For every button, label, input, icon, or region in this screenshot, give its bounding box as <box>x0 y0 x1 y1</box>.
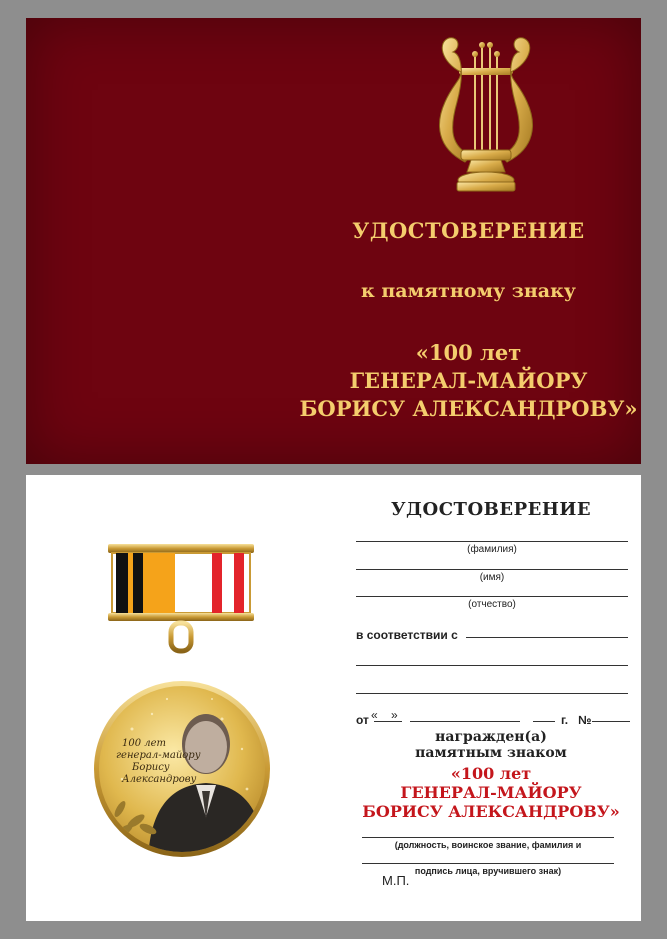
name-caption: (имя) <box>479 572 505 583</box>
award-name-line-2: ГЕНЕРАЛ-МАЙОРУ <box>400 783 582 802</box>
awarded-sign-text: памятным знаком <box>415 745 567 761</box>
signature-line-2[interactable] <box>362 863 614 864</box>
medal-image <box>92 539 278 861</box>
surname-line[interactable] <box>356 541 628 542</box>
cover-award-name <box>296 339 641 423</box>
award-name <box>346 764 636 821</box>
medal-inscription-1: 100 лет <box>122 738 167 749</box>
medal-inscription-3: Борису <box>132 762 170 773</box>
cover-award-line-3: БОРИСУ АЛЕКСАНДРОВУ» <box>299 396 638 421</box>
signature-line-1[interactable] <box>362 837 614 838</box>
patronymic-line[interactable] <box>356 596 628 597</box>
medal-inscription-4: Александрову <box>122 774 197 785</box>
date-year-line[interactable] <box>533 721 555 722</box>
cover-award-line-1: «100 лет <box>415 340 522 365</box>
awarded-text: награжден(а) <box>435 729 547 745</box>
date-day-line[interactable] <box>374 721 402 722</box>
award-name-line-3: БОРИСУ АЛЕКСАНДРОВУ» <box>362 802 620 821</box>
date-month-line[interactable] <box>410 721 520 722</box>
signature-caption-2: подпись лица, вручившего знак) <box>414 866 562 876</box>
number-label: № <box>578 713 592 727</box>
signature-caption-1: (должность, воинское звание, фамилия и <box>394 840 582 850</box>
inner-title: УДОСТОВЕРЕНИЕ <box>390 499 592 520</box>
stamp-place: М.П. <box>382 873 410 888</box>
surname-caption: (фамилия) <box>467 544 517 555</box>
cover-title: УДОСТОВЕРЕНИЕ <box>352 218 585 243</box>
cover-subtitle: к памятному знаку <box>361 280 576 302</box>
patronymic-caption: (отчество) <box>468 599 516 610</box>
cover-award-line-2: ГЕНЕРАЛ-МАЙОРУ <box>349 368 588 393</box>
award-name-line-1: «100 лет <box>450 764 532 783</box>
accordance-line-3[interactable] <box>356 693 628 694</box>
accordance-label: в соответствии с <box>356 628 458 642</box>
number-line[interactable] <box>592 721 630 722</box>
certificate-cover <box>26 18 641 464</box>
year-label: г. <box>561 713 569 727</box>
lyre-icon <box>431 32 541 200</box>
from-label: от <box>356 713 369 727</box>
accordance-line[interactable] <box>466 637 628 638</box>
accordance-line-2[interactable] <box>356 665 628 666</box>
name-line[interactable] <box>356 569 628 570</box>
medal-inscription-2: генерал-майору <box>116 750 201 761</box>
date-quotes: « » <box>371 708 398 722</box>
certificate-inner-page <box>26 475 641 921</box>
